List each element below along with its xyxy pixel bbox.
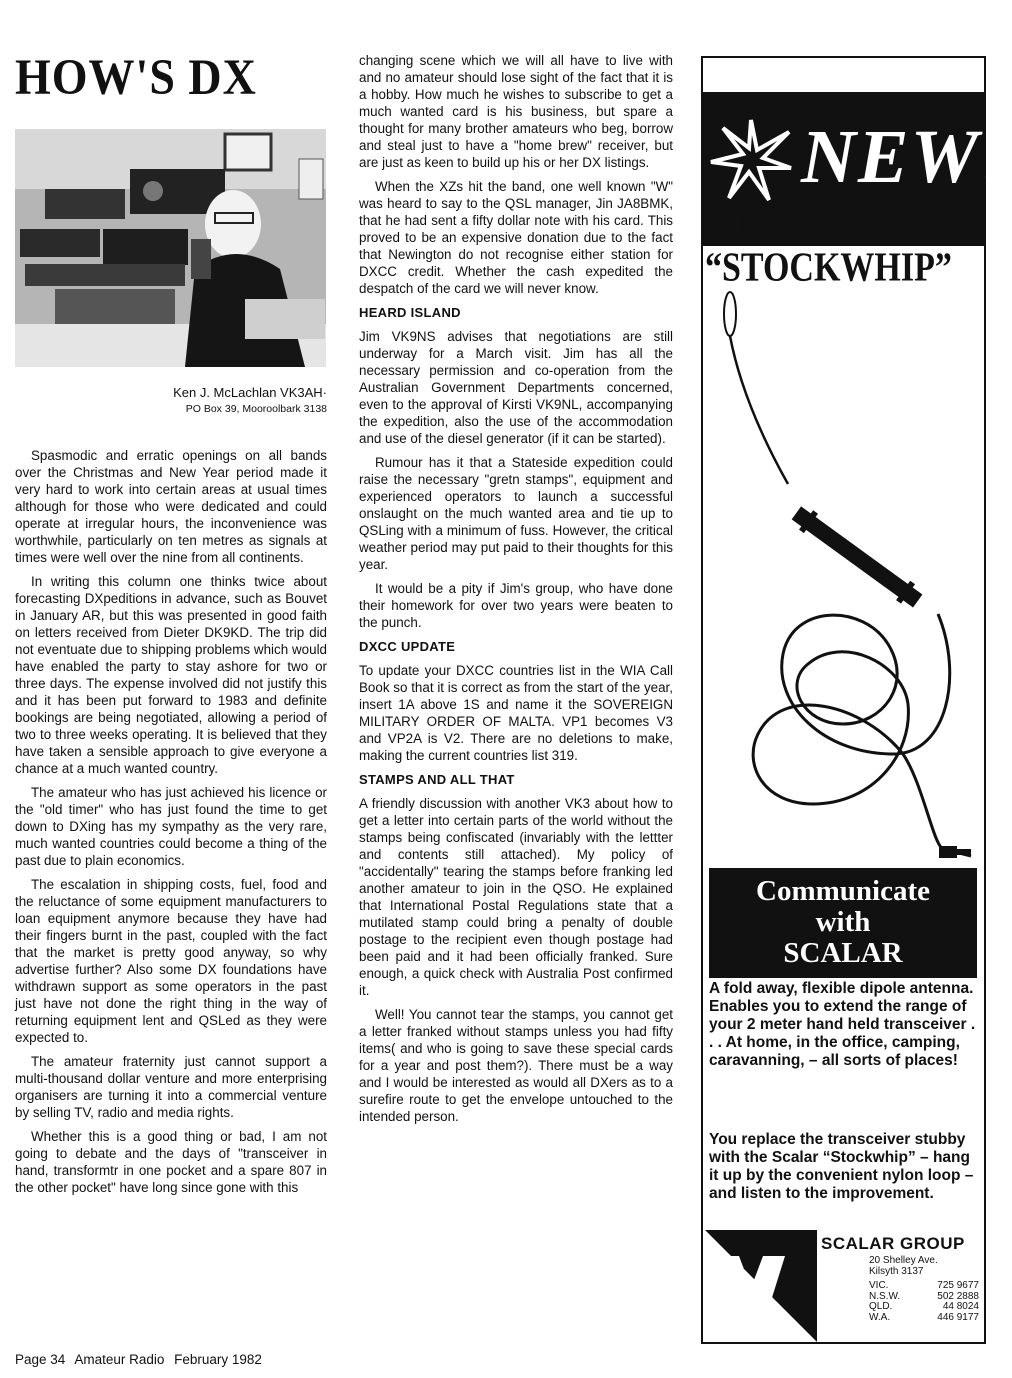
stockwhip-antenna-illustration bbox=[703, 284, 984, 864]
box-line-1: Communicate bbox=[756, 875, 930, 907]
paragraph: Spasmodic and erratic openings on all bands over the Christmas and New Year period made it very hard to work into certain areas at usual times although for those who were dedicated and could operate at irregular hours, the inconvenience was worthwhile, particularly on ten metres as signals at times were well over the nine from all continents. bbox=[15, 448, 327, 565]
paragraph: To update your DXCC countries list in the WIA Call Book so that it is correct as from the start of the year, insert 1A above 1S and name it the SOVEREIGN MILITARY ORDER OF MALTA. VP1 becomes V3 and VP2A is V2. There are no deletions to make, making the current countries list 319. bbox=[359, 663, 673, 763]
paragraph: When the XZs hit the band, one well known "W" was heard to say to the QSL manager, Jin JA8BMK, that he had sent a fifty dollar note with his card. This proved to be an expensive donation due to the fact that Newington do not recognise either station for DXCC credit. Whether the cash expedited the despatch of the card we will never know. bbox=[359, 179, 673, 296]
starburst-icon bbox=[709, 118, 793, 202]
author-address: PO Box 39, Mooroolbark 3138 bbox=[185, 403, 327, 415]
box-line-2: with bbox=[815, 906, 871, 938]
paragraph: Whether this is a good thing or bad, I am not going to debate and the days of "transceiver in hand, transformtr in one pocket and a spare 807 in the other pocket" have long since gone with this bbox=[15, 1129, 327, 1195]
phone-list bbox=[869, 1281, 979, 1323]
ad-headline-2: “STOCKWHIP” bbox=[705, 245, 952, 290]
paragraph: Well! You cannot tear the stamps, you cannot get a letter franked without stamps unless you had fifty items( and who is going to save these special cards for a year and post them?). There must be a way and I would be interested as would all DXers as to a surefire route to get the envelope untouched to the intended person. bbox=[359, 1007, 673, 1124]
company-name: SCALAR GROUP bbox=[821, 1234, 965, 1253]
scalar-advertisement bbox=[701, 56, 1012, 1344]
page-footer bbox=[15, 1352, 268, 1367]
new-label: NEW! bbox=[801, 115, 1012, 199]
address-line-1: 20 Shelley Ave. bbox=[869, 1255, 938, 1266]
phone-number: 502 2888 bbox=[937, 1290, 979, 1302]
ad-instructions: You replace the transceiver stubby with the Scalar “Stockwhip” – hang it up by the convenient nylon loop – and listen to the improvement. bbox=[709, 1131, 974, 1202]
phone-number: 725 9677 bbox=[937, 1280, 979, 1291]
phone-state: VIC. bbox=[869, 1280, 889, 1291]
phone-number: 446 9177 bbox=[937, 1311, 979, 1323]
author-caption bbox=[173, 385, 327, 417]
paragraph: Jim VK9NS advises that negotiations are still underway for a March visit. Jim has all the necessary permission and co-operation from the Australian Government Departments concerned, even to the approval of Kirsti VK9NL, accompanying the expedition, also the use of the accommodation and use of the diesel generator (if it can be started). bbox=[359, 329, 673, 446]
paragraph: It would be a pity if Jim's group, who have done their homework for over two years were beaten to the punch. bbox=[359, 581, 673, 630]
magazine-name: Amateur Radio bbox=[74, 1352, 165, 1367]
phone-row bbox=[869, 1313, 979, 1324]
author-photo bbox=[15, 129, 326, 367]
section-heading: STAMPS AND ALL THAT bbox=[359, 772, 515, 787]
paragraph: changing scene which we will all have to live with and no amateur should lose sight of the fact that it is a hobby. How much he wishes to subscribe to get a much wanted card is his business, but spare a thought for many brother amateurs who beg, borrow and steal just to have a "home brew" receiver, but are just as keen to build up his or her DX listings. bbox=[359, 53, 673, 170]
article-title: HOW'S DX bbox=[15, 49, 257, 106]
paragraph: The amateur who has just achieved his licence or the "old timer" who has just found the time to get down to DXing has my sympathy as the very rare, much wanted countries could become a thing of the past due to plain economics. bbox=[15, 785, 327, 868]
column-two bbox=[359, 52, 673, 1132]
ad-description: A fold away, flexible dipole antenna. Enables you to extend the range of your 2 meter hand held transceiver . . . At home, in the office, camping, caravanning, – all sorts of places! bbox=[709, 980, 976, 1069]
issue-date: February 1982 bbox=[174, 1352, 262, 1367]
paragraph: Rumour has it that a Stateside expedition could raise the necessary "gretn stamps", equipment and experienced operators to launch a successful onslaught on the much wanted area and tie up to QSLing with a minimum of fuss. However, the critical weather period may put paid to their thoughts for this year. bbox=[359, 455, 673, 572]
scalar-logo-icon bbox=[705, 1230, 817, 1342]
phone-row bbox=[869, 1281, 979, 1292]
address-line-2: Kilsyth 3137 bbox=[869, 1266, 924, 1277]
phone-row bbox=[869, 1302, 979, 1313]
paragraph: In writing this column one thinks twice about forecasting DXpeditions in advance, such as Bouvet in January AR, but this was presented in good faith on letters received from Dieter DK9KD. The trip did not eventuate due to shipping problems which would have enabled the party to stay ashore for two or three days. The expense involved did not justify this and it has been put forward to 1983 and definite bookings are being negotiated, allowing a period of two to three weeks operating. It is believed that they have taken a sensible approach to give everyone a chance at a much wanted country. bbox=[15, 574, 327, 776]
phone-state: QLD. bbox=[869, 1301, 893, 1312]
paragraph: The amateur fraternity just cannot support a multi-thousand dollar venture and more enterprising organisers are turning it into a commercial venture by selling TV, radio and media rights. bbox=[15, 1054, 327, 1120]
communicate-box bbox=[709, 868, 977, 978]
column-one bbox=[15, 447, 327, 1203]
section-heading: DXCC UPDATE bbox=[359, 639, 456, 654]
company-address bbox=[869, 1255, 938, 1277]
section-heading: HEARD ISLAND bbox=[359, 305, 461, 320]
ad-headline-1: 2 METRE bbox=[709, 197, 877, 246]
phone-state: N.S.W. bbox=[869, 1290, 901, 1302]
phone-number: 44 8024 bbox=[942, 1301, 979, 1312]
box-line-3: SCALAR bbox=[783, 937, 903, 969]
paragraph: The escalation in shipping costs, fuel, food and the reluctance of some equipment manufacturers to loan equipment anymore because they have had their fingers burnt in the past, coupled with the fact that the market is pretty good anyway, so why advertise further? Also some DX foundations have withdrawn support as some operators in the past just have not done the right thing in the way of returning equipment lent and QSLed as they were expected to. bbox=[15, 877, 327, 1045]
phone-state: W.A. bbox=[869, 1311, 891, 1323]
paragraph: A friendly discussion with another VK3 about how to get a letter into certain parts of the world without the stamps being confiscated (invariably with the lettter and contents still attached). My policy of "accidentally" tearing the stamps before franking led another amateur to join in the QSO. He explained that International Postal Regulations state that a mutilated stamp could bring a penalty of double postage to the recipient even though postage had been paid and it had been officially franked. Sure enough, a quick check with Australia Post confirmed it. bbox=[359, 796, 673, 998]
author-name: Ken J. McLachlan VK3AH· bbox=[173, 385, 327, 400]
page-number: Page 34 bbox=[15, 1352, 66, 1367]
